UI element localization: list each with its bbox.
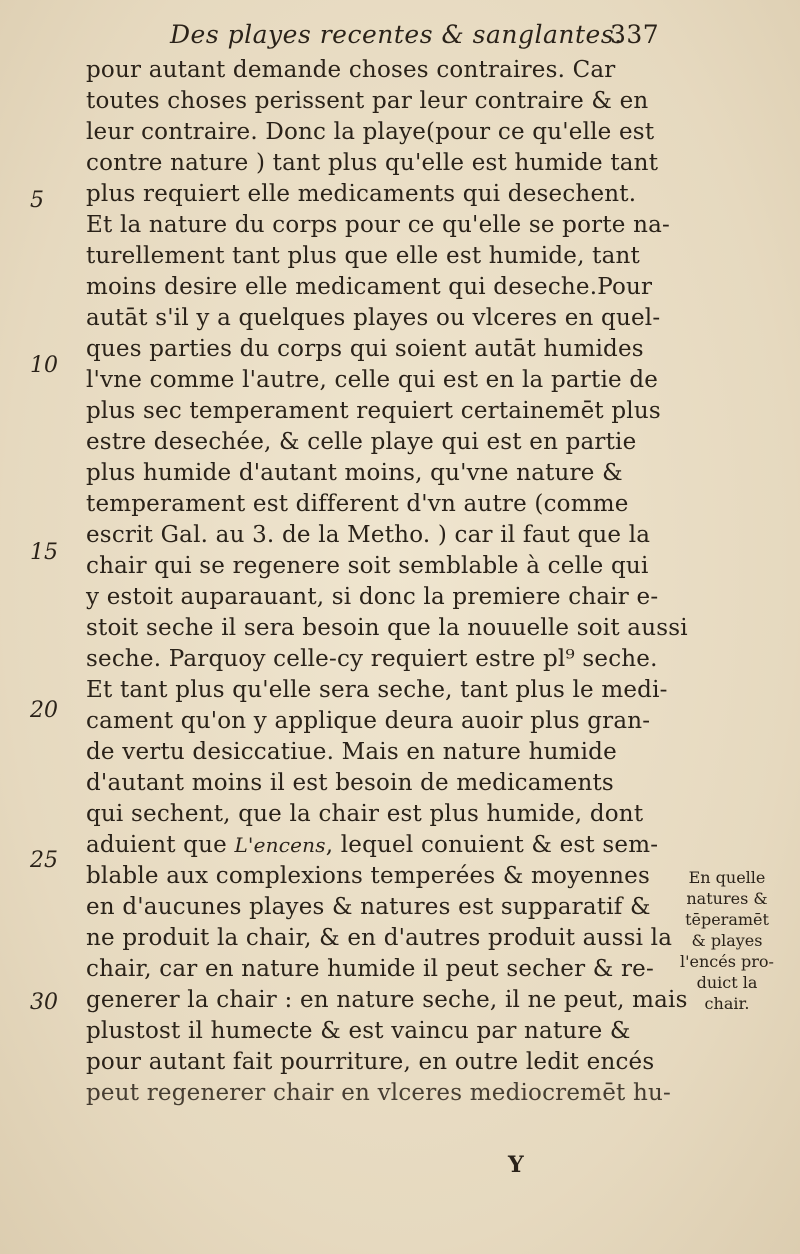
italic-term: L'encens	[234, 833, 326, 857]
text-line: generer la chair : en nature seche, il ne peut, mais	[86, 987, 688, 1013]
text-line: plus sec temperament requiert certainemēt plus	[86, 398, 661, 424]
text-line: toutes choses perissent par leur contraire & en	[86, 88, 649, 114]
text-line: peut regenerer chair en vlceres mediocremēt hu-	[86, 1080, 671, 1106]
text-line: autāt s'il y a quelques playes ou vlceres en quel-	[86, 305, 661, 331]
running-header	[170, 20, 670, 56]
marginal-note-line: duict la	[696, 973, 758, 992]
signature-mark: Y	[508, 1152, 524, 1178]
text-line: estre desechée, & celle playe qui est en partie	[86, 429, 637, 455]
running-title: Des playes recentes & sanglantes.	[170, 20, 623, 49]
line-number-15: 15	[30, 540, 58, 565]
text-line: turellement tant plus que elle est humide, tant	[86, 243, 640, 269]
marginal-note-line: tēperamēt	[685, 910, 769, 929]
line-number-20: 20	[30, 698, 58, 723]
text-line: plus humide d'autant moins, qu'vne nature &	[86, 460, 623, 486]
text-line: plustost il humecte & est vaincu par nature &	[86, 1018, 631, 1044]
text-span: aduient que	[86, 832, 235, 858]
text-line: seche. Parquoy celle-cy requiert estre pl⁹ seche.	[86, 646, 658, 672]
line-number-10: 10	[30, 353, 58, 378]
text-line: stoit seche il sera besoin que la nouuelle soit aussi	[86, 615, 688, 641]
main-text-block	[86, 55, 688, 1109]
text-line: ne produit la chair, & en d'autres produit aussi la	[86, 925, 673, 951]
text-line: escrit Gal. au 3. de la Metho. ) car il faut que la	[86, 522, 651, 548]
text-line: en d'aucunes playes & natures est supparatif &	[86, 894, 651, 920]
text-line: blable aux complexions temperées & moyennes	[86, 863, 650, 889]
page-number: 337	[610, 20, 660, 49]
line-number-5: 5	[30, 188, 44, 213]
text-line: cament qu'on y applique deura auoir plus gran-	[86, 708, 651, 734]
line-number-30: 30	[30, 990, 58, 1015]
text-line: plus requiert elle medicaments qui desechent.	[86, 181, 637, 207]
text-line: moins desire elle medicament qui deseche.Pour	[86, 274, 653, 300]
text-line: qui sechent, que la chair est plus humide, dont	[86, 801, 644, 827]
text-line: ques parties du corps qui soient autāt humides	[86, 336, 644, 362]
text-line: contre nature ) tant plus qu'elle est humide tant	[86, 150, 659, 176]
text-line-with-italic	[86, 830, 666, 861]
text-line: l'vne comme l'autre, celle qui est en la partie de	[86, 367, 659, 393]
text-line: chair, car en nature humide il peut secher & re-	[86, 956, 654, 982]
marginal-note-line: chair.	[704, 994, 750, 1013]
text-line: pour autant demande choses contraires. Car	[86, 57, 616, 83]
marginal-note	[667, 867, 787, 1014]
marginal-note-line: natures &	[686, 889, 768, 908]
text-line: Et tant plus qu'elle sera seche, tant plus le medi-	[86, 677, 668, 703]
text-line: d'autant moins il est besoin de medicaments	[86, 770, 614, 796]
line-number-25: 25	[30, 848, 58, 873]
marginal-note-line: En quelle	[688, 868, 766, 887]
text-line: y estoit auparauant, si donc la premiere chair e-	[86, 584, 659, 610]
text-line: Et la nature du corps pour ce qu'elle se porte na-	[86, 212, 670, 238]
text-span: , lequel conuient & est sem-	[325, 832, 659, 858]
text-line: temperament est different d'vn autre (comme	[86, 491, 629, 517]
text-line: chair qui se regenere soit semblable à celle qui	[86, 553, 649, 579]
marginal-note-line: & playes	[691, 931, 763, 950]
text-line: de vertu desiccatiue. Mais en nature humide	[86, 739, 617, 765]
marginal-note-line: l'encés pro-	[680, 952, 774, 971]
text-line: pour autant fait pourriture, en outre ledit encés	[86, 1049, 655, 1075]
text-line: leur contraire. Donc la playe(pour ce qu'elle est	[86, 119, 655, 145]
